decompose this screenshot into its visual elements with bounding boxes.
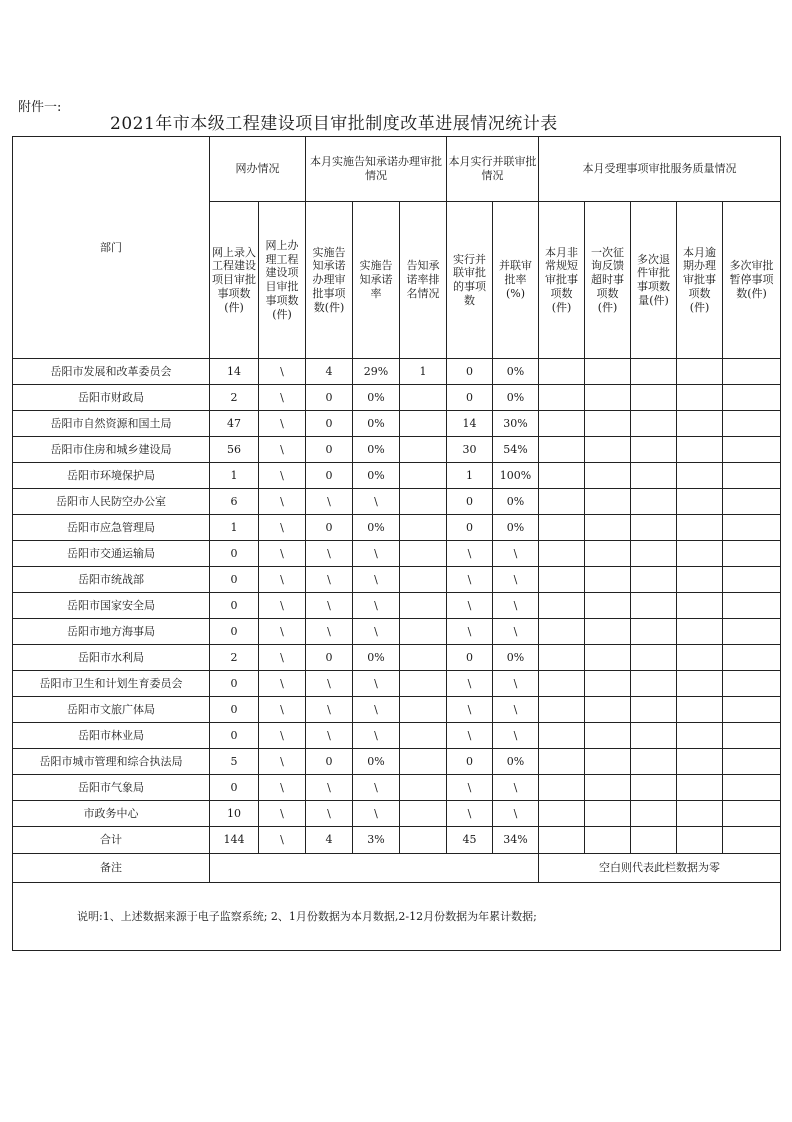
entered-cell: 0: [210, 541, 259, 567]
entered-cell: 0: [210, 775, 259, 801]
table-row: [13, 619, 781, 645]
quality-cell: [539, 541, 585, 567]
quality-cell: [723, 359, 781, 385]
quality-cell: [723, 463, 781, 489]
processed-cell: \: [259, 567, 306, 593]
quality-cell: [585, 489, 631, 515]
parallel-rate-cell: \: [493, 593, 539, 619]
table-row: [13, 541, 781, 567]
notice-cell: 0: [306, 437, 353, 463]
table-row: [13, 567, 781, 593]
rank-cell: [400, 827, 447, 854]
notice-rate-cell: 0%: [353, 385, 400, 411]
notice-rate-cell: \: [353, 801, 400, 827]
notice-rate-cell: \: [353, 671, 400, 697]
page-title: 2021年市本级工程建设项目审批制度改革进展情况统计表: [110, 114, 558, 134]
quality-cell: [539, 697, 585, 723]
parallel-cell: 14: [447, 411, 493, 437]
processed-cell: \: [259, 749, 306, 775]
department-cell: 岳阳市应急管理局: [13, 515, 210, 541]
department-cell: 岳阳市卫生和计划生育委员会: [13, 671, 210, 697]
header-notice-rate: 实施告知承诺率: [353, 202, 400, 359]
table-row: [13, 593, 781, 619]
entered-cell: 0: [210, 671, 259, 697]
rank-cell: [400, 775, 447, 801]
notice-cell: 0: [306, 645, 353, 671]
entered-cell: 1: [210, 463, 259, 489]
notice-cell: 4: [306, 827, 353, 854]
department-cell: 岳阳市人民防空办公室: [13, 489, 210, 515]
quality-cell: [631, 645, 677, 671]
notice-cell: \: [306, 671, 353, 697]
table-row: [13, 411, 781, 437]
quality-cell: [631, 697, 677, 723]
quality-cell: [723, 593, 781, 619]
quality-cell: [677, 801, 723, 827]
entered-cell: 10: [210, 801, 259, 827]
quality-cell: [677, 489, 723, 515]
department-cell: 岳阳市城市管理和综合执法局: [13, 749, 210, 775]
parallel-rate-cell: \: [493, 697, 539, 723]
quality-cell: [677, 671, 723, 697]
entered-cell: 5: [210, 749, 259, 775]
notice-rate-cell: 0%: [353, 645, 400, 671]
quality-cell: [539, 749, 585, 775]
processed-cell: \: [259, 619, 306, 645]
department-cell: 岳阳市地方海事局: [13, 619, 210, 645]
parallel-cell: \: [447, 541, 493, 567]
table-row: [13, 671, 781, 697]
rank-cell: [400, 515, 447, 541]
notice-rate-cell: 0%: [353, 411, 400, 437]
notice-rate-cell: \: [353, 489, 400, 515]
quality-cell: [539, 385, 585, 411]
notice-rate-cell: 29%: [353, 359, 400, 385]
rank-cell: [400, 437, 447, 463]
parallel-rate-cell: 34%: [493, 827, 539, 854]
department-cell: 岳阳市环境保护局: [13, 463, 210, 489]
header-quality-feedback: 一次征询反馈超时事项数(件): [585, 202, 631, 359]
quality-cell: [585, 515, 631, 541]
processed-cell: \: [259, 359, 306, 385]
department-cell: 岳阳市国家安全局: [13, 593, 210, 619]
quality-cell: [677, 541, 723, 567]
parallel-rate-cell: 100%: [493, 463, 539, 489]
entered-cell: 47: [210, 411, 259, 437]
header-quality-multi-return: 多次退件审批事项数量(件): [631, 202, 677, 359]
rank-cell: [400, 411, 447, 437]
parallel-cell: 0: [447, 489, 493, 515]
parallel-cell: 0: [447, 385, 493, 411]
parallel-rate-cell: \: [493, 567, 539, 593]
quality-cell: [677, 593, 723, 619]
quality-cell: [677, 411, 723, 437]
quality-cell: [585, 593, 631, 619]
notice-cell: \: [306, 567, 353, 593]
rank-cell: [400, 463, 447, 489]
rank-cell: [400, 385, 447, 411]
parallel-rate-cell: \: [493, 723, 539, 749]
parallel-rate-cell: 0%: [493, 385, 539, 411]
parallel-cell: 0: [447, 645, 493, 671]
parallel-rate-cell: 0%: [493, 749, 539, 775]
remark-row: [13, 854, 781, 883]
quality-cell: [631, 541, 677, 567]
quality-cell: [677, 749, 723, 775]
quality-cell: [539, 801, 585, 827]
processed-cell: \: [259, 775, 306, 801]
parallel-cell: 45: [447, 827, 493, 854]
header-group-parallel: 本月实行并联审批情况: [447, 137, 539, 202]
statistics-table: [12, 136, 781, 951]
note-text: 说明:1、上述数据来源于电子监察系统; 2、1月份数据为本月数据,2-12月份数据为年累计数据;: [13, 883, 781, 951]
quality-cell: [631, 359, 677, 385]
quality-cell: [677, 437, 723, 463]
quality-cell: [677, 697, 723, 723]
quality-cell: [723, 645, 781, 671]
rank-cell: [400, 801, 447, 827]
quality-cell: [539, 671, 585, 697]
quality-cell: [677, 567, 723, 593]
table-row: [13, 515, 781, 541]
quality-cell: [539, 567, 585, 593]
parallel-rate-cell: 54%: [493, 437, 539, 463]
department-cell: 岳阳市林业局: [13, 723, 210, 749]
department-cell: 岳阳市交通运输局: [13, 541, 210, 567]
table-row: [13, 749, 781, 775]
quality-cell: [631, 749, 677, 775]
quality-cell: [631, 619, 677, 645]
entered-cell: 2: [210, 645, 259, 671]
rank-cell: [400, 749, 447, 775]
table-row: [13, 437, 781, 463]
quality-cell: [585, 749, 631, 775]
quality-cell: [631, 437, 677, 463]
processed-cell: \: [259, 593, 306, 619]
department-cell: 岳阳市自然资源和国土局: [13, 411, 210, 437]
department-cell: 市政务中心: [13, 801, 210, 827]
quality-cell: [723, 411, 781, 437]
entered-cell: 1: [210, 515, 259, 541]
notice-rate-cell: \: [353, 697, 400, 723]
processed-cell: \: [259, 671, 306, 697]
notice-cell: \: [306, 775, 353, 801]
header-group-notice: 本月实施告知承诺办理审批情况: [306, 137, 447, 202]
quality-cell: [723, 489, 781, 515]
notice-cell: 0: [306, 749, 353, 775]
processed-cell: \: [259, 827, 306, 854]
quality-cell: [631, 489, 677, 515]
table-row: [13, 697, 781, 723]
quality-cell: [539, 827, 585, 854]
notice-cell: \: [306, 697, 353, 723]
quality-cell: [631, 723, 677, 749]
quality-cell: [631, 463, 677, 489]
quality-cell: [677, 645, 723, 671]
notice-cell: \: [306, 489, 353, 515]
notice-rate-cell: \: [353, 619, 400, 645]
quality-cell: [539, 411, 585, 437]
quality-cell: [585, 567, 631, 593]
quality-cell: [723, 749, 781, 775]
entered-cell: 0: [210, 723, 259, 749]
quality-cell: [585, 385, 631, 411]
header-notice-rank: 告知承诺率排名情况: [400, 202, 447, 359]
rank-cell: 1: [400, 359, 447, 385]
notice-rate-cell: 3%: [353, 827, 400, 854]
parallel-cell: 0: [447, 359, 493, 385]
quality-cell: [585, 463, 631, 489]
notice-cell: 4: [306, 359, 353, 385]
processed-cell: \: [259, 697, 306, 723]
header-quality-extreme: 本月非常规短审批事项数(件): [539, 202, 585, 359]
department-cell: 岳阳市发展和改革委员会: [13, 359, 210, 385]
table-row: [13, 385, 781, 411]
quality-cell: [723, 515, 781, 541]
processed-cell: \: [259, 515, 306, 541]
quality-cell: [539, 437, 585, 463]
parallel-rate-cell: \: [493, 801, 539, 827]
entered-cell: 56: [210, 437, 259, 463]
rank-cell: [400, 567, 447, 593]
department-cell: 岳阳市财政局: [13, 385, 210, 411]
quality-cell: [677, 359, 723, 385]
notice-cell: 0: [306, 385, 353, 411]
header-parallel-count: 实行并联审批的事项数: [447, 202, 493, 359]
header-online-processed: 网上办理工程建设项目审批事项数(件): [259, 202, 306, 359]
quality-cell: [539, 593, 585, 619]
quality-cell: [723, 827, 781, 854]
parallel-cell: 30: [447, 437, 493, 463]
quality-cell: [723, 801, 781, 827]
notice-rate-cell: 0%: [353, 515, 400, 541]
notice-cell: 0: [306, 411, 353, 437]
quality-cell: [539, 359, 585, 385]
processed-cell: \: [259, 437, 306, 463]
parallel-rate-cell: \: [493, 619, 539, 645]
rank-cell: [400, 619, 447, 645]
quality-cell: [585, 359, 631, 385]
header-department: 部门: [13, 137, 210, 359]
quality-cell: [677, 619, 723, 645]
parallel-rate-cell: 0%: [493, 515, 539, 541]
processed-cell: \: [259, 801, 306, 827]
quality-cell: [723, 619, 781, 645]
quality-cell: [631, 593, 677, 619]
processed-cell: \: [259, 645, 306, 671]
table-row: [13, 801, 781, 827]
entered-cell: 0: [210, 619, 259, 645]
rank-cell: [400, 671, 447, 697]
quality-cell: [585, 645, 631, 671]
table-row: [13, 645, 781, 671]
parallel-rate-cell: 0%: [493, 359, 539, 385]
quality-cell: [723, 567, 781, 593]
processed-cell: \: [259, 489, 306, 515]
rank-cell: [400, 645, 447, 671]
quality-cell: [677, 463, 723, 489]
quality-cell: [723, 775, 781, 801]
parallel-rate-cell: 30%: [493, 411, 539, 437]
header-notice-count: 实施告知承诺办理审批事项数(件): [306, 202, 353, 359]
department-cell: 岳阳市住房和城乡建设局: [13, 437, 210, 463]
notice-cell: \: [306, 593, 353, 619]
parallel-rate-cell: 0%: [493, 645, 539, 671]
quality-cell: [539, 463, 585, 489]
quality-cell: [723, 385, 781, 411]
quality-cell: [677, 515, 723, 541]
remark-label: 备注: [13, 854, 210, 883]
notice-rate-cell: \: [353, 775, 400, 801]
quality-cell: [585, 775, 631, 801]
quality-cell: [723, 671, 781, 697]
total-row: [13, 827, 781, 854]
quality-cell: [585, 671, 631, 697]
parallel-cell: \: [447, 671, 493, 697]
parallel-cell: 0: [447, 515, 493, 541]
notice-rate-cell: 0%: [353, 749, 400, 775]
entered-cell: 144: [210, 827, 259, 854]
header-group-online: 网办情况: [210, 137, 306, 202]
table-row: [13, 775, 781, 801]
department-cell: 岳阳市统战部: [13, 567, 210, 593]
rank-cell: [400, 723, 447, 749]
quality-cell: [723, 723, 781, 749]
department-cell: 岳阳市水利局: [13, 645, 210, 671]
quality-cell: [631, 515, 677, 541]
quality-cell: [631, 411, 677, 437]
rank-cell: [400, 593, 447, 619]
quality-cell: [539, 723, 585, 749]
notice-rate-cell: \: [353, 567, 400, 593]
quality-cell: [723, 541, 781, 567]
attachment-label: 附件一:: [18, 100, 62, 115]
quality-cell: [539, 515, 585, 541]
quality-cell: [539, 645, 585, 671]
notice-cell: 0: [306, 463, 353, 489]
rank-cell: [400, 697, 447, 723]
quality-cell: [585, 801, 631, 827]
quality-cell: [539, 619, 585, 645]
parallel-cell: \: [447, 619, 493, 645]
notice-cell: 0: [306, 515, 353, 541]
entered-cell: 0: [210, 697, 259, 723]
quality-cell: [539, 489, 585, 515]
processed-cell: \: [259, 385, 306, 411]
parallel-rate-cell: \: [493, 671, 539, 697]
quality-cell: [631, 671, 677, 697]
notice-rate-cell: \: [353, 723, 400, 749]
parallel-cell: \: [447, 593, 493, 619]
quality-cell: [585, 723, 631, 749]
header-quality-overdue: 本月逾期办理审批事项数(件): [677, 202, 723, 359]
quality-cell: [677, 385, 723, 411]
quality-cell: [723, 697, 781, 723]
parallel-cell: 0: [447, 749, 493, 775]
quality-cell: [723, 437, 781, 463]
parallel-cell: \: [447, 697, 493, 723]
parallel-cell: \: [447, 775, 493, 801]
quality-cell: [677, 827, 723, 854]
processed-cell: \: [259, 411, 306, 437]
header-parallel-rate: 并联审批率(%): [493, 202, 539, 359]
quality-cell: [585, 437, 631, 463]
remark-empty-cell: [210, 854, 539, 883]
parallel-cell: \: [447, 567, 493, 593]
parallel-rate-cell: 0%: [493, 489, 539, 515]
entered-cell: 2: [210, 385, 259, 411]
quality-cell: [677, 775, 723, 801]
entered-cell: 0: [210, 567, 259, 593]
parallel-rate-cell: \: [493, 541, 539, 567]
parallel-rate-cell: \: [493, 775, 539, 801]
quality-cell: [631, 827, 677, 854]
header-row-groups: [13, 137, 781, 202]
notice-cell: \: [306, 801, 353, 827]
parallel-cell: 1: [447, 463, 493, 489]
parallel-cell: \: [447, 723, 493, 749]
department-cell: 岳阳市文旅广体局: [13, 697, 210, 723]
table-row: [13, 489, 781, 515]
notice-cell: \: [306, 723, 353, 749]
quality-cell: [631, 567, 677, 593]
quality-cell: [631, 385, 677, 411]
remark-text: 空白则代表此栏数据为零: [539, 854, 781, 883]
parallel-cell: \: [447, 801, 493, 827]
quality-cell: [585, 619, 631, 645]
processed-cell: \: [259, 541, 306, 567]
notice-rate-cell: 0%: [353, 463, 400, 489]
notice-rate-cell: 0%: [353, 437, 400, 463]
notice-cell: \: [306, 619, 353, 645]
header-quality-multi-suspend: 多次审批暂停事项数(件): [723, 202, 781, 359]
quality-cell: [677, 723, 723, 749]
notice-rate-cell: \: [353, 541, 400, 567]
quality-cell: [585, 541, 631, 567]
quality-cell: [585, 411, 631, 437]
processed-cell: \: [259, 463, 306, 489]
table-row: [13, 463, 781, 489]
quality-cell: [631, 775, 677, 801]
department-cell: 合计: [13, 827, 210, 854]
notice-rate-cell: \: [353, 593, 400, 619]
processed-cell: \: [259, 723, 306, 749]
quality-cell: [539, 775, 585, 801]
quality-cell: [631, 801, 677, 827]
table-row: [13, 359, 781, 385]
header-online-entered: 网上录入工程建设项目审批事项数(件): [210, 202, 259, 359]
header-group-quality: 本月受理事项审批服务质量情况: [539, 137, 781, 202]
rank-cell: [400, 541, 447, 567]
entered-cell: 6: [210, 489, 259, 515]
entered-cell: 0: [210, 593, 259, 619]
quality-cell: [585, 697, 631, 723]
entered-cell: 14: [210, 359, 259, 385]
rank-cell: [400, 489, 447, 515]
note-row: [13, 883, 781, 951]
quality-cell: [585, 827, 631, 854]
notice-cell: \: [306, 541, 353, 567]
table-row: [13, 723, 781, 749]
department-cell: 岳阳市气象局: [13, 775, 210, 801]
